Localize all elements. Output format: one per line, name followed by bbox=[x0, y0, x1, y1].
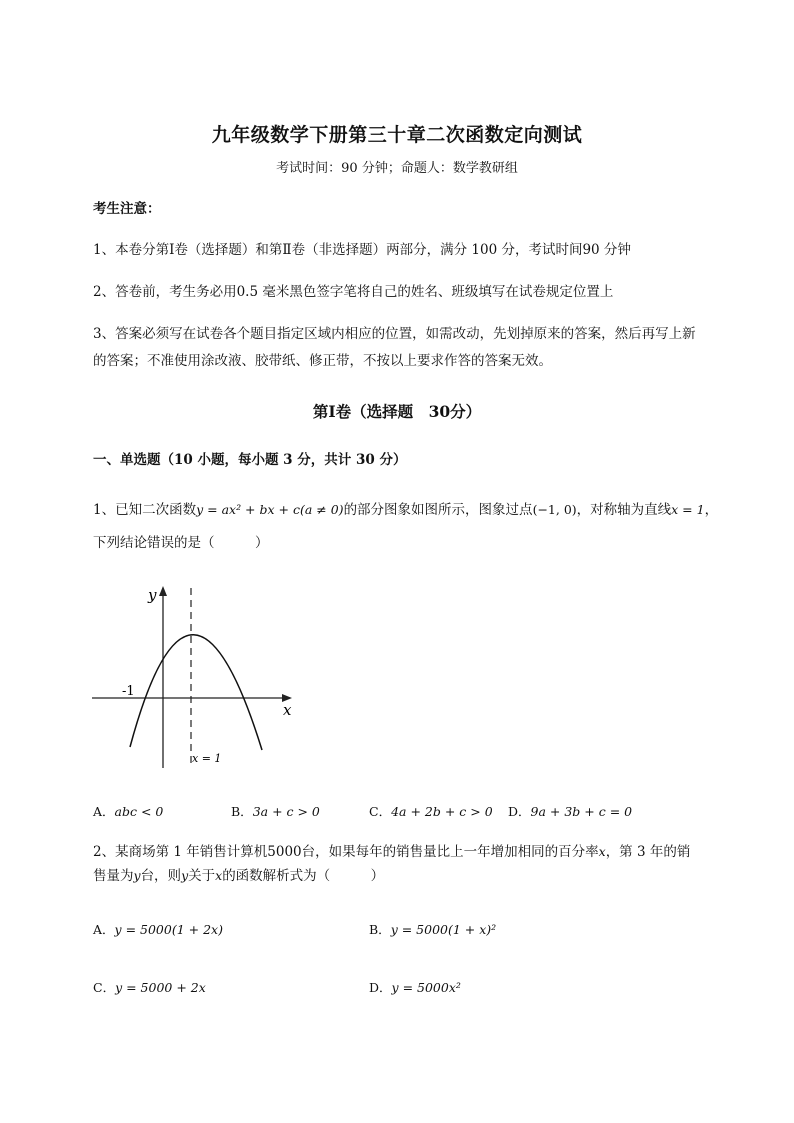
notice-heading: 考生注意： bbox=[93, 201, 161, 217]
question-2-line-2: 售量为y台，则y关于x的函数解析式为（ ） bbox=[93, 868, 385, 884]
notice-item-1: 1、本卷分第Ⅰ卷（选择题）和第Ⅱ卷（非选择题）两部分，满分 100 分，考试时间90 分钟 bbox=[93, 242, 631, 258]
page-title: 九年级数学下册第三十章二次函数定向测试 bbox=[211, 124, 583, 146]
q2-option-c[interactable]: C．y = 5000 + 2x bbox=[93, 980, 206, 995]
q1-option-a[interactable]: A．abc < 0 bbox=[93, 804, 164, 819]
q1-point: (−1, 0) bbox=[532, 502, 577, 517]
question-2-line-1: 2、某商场第 1 年销售计算机5000台，如果每年的销售量比上一年增加相同的百分率x，第 3 年的销 bbox=[93, 844, 691, 860]
notice-item-3-cont: 的答案；不准使用涂改液、胶带纸、修正带，不按以上要求作答的答案无效。 bbox=[93, 353, 552, 369]
q1-prefix: 1、已知二次函数 bbox=[93, 502, 197, 518]
q1-option-d[interactable]: D．9a + 3b + c = 0 bbox=[508, 804, 633, 819]
q2-option-d[interactable]: D．y = 5000x² bbox=[369, 980, 461, 995]
section-title: 第Ⅰ卷（选择题 30分） bbox=[312, 402, 482, 421]
q1-mid: 的部分图象如图所示，图象过点 bbox=[343, 502, 533, 518]
minus-one-label: -1 bbox=[122, 684, 135, 699]
notice-item-3: 3、答案必须写在试卷各个题目指定区域内相应的位置，如需改动，先划掉原来的答案，然后再写上新 bbox=[93, 326, 696, 342]
q1-axis-eq: x = 1 bbox=[671, 502, 705, 517]
q1-mid2: ，对称轴为直线 bbox=[576, 502, 672, 518]
x-axis-label: x bbox=[283, 701, 292, 719]
page-subtitle: 考试时间：90 分钟；命题人：数学教研组 bbox=[276, 161, 518, 176]
part-heading: 一、单选题（10 小题，每小题 3 分，共计 30 分） bbox=[93, 452, 407, 468]
q2-option-a[interactable]: A．y = 5000(1 + 2x) bbox=[93, 922, 223, 937]
q1-option-c[interactable]: C．4a + 2b + c > 0 bbox=[369, 804, 493, 819]
question-1-line-1 bbox=[93, 496, 718, 524]
parabola-curve bbox=[130, 635, 262, 750]
question-1-line-2: 下列结论错误的是（ ） bbox=[93, 535, 269, 551]
q2-option-b[interactable]: B．y = 5000(1 + x)² bbox=[369, 922, 497, 937]
q1-option-b[interactable]: B．3a + c > 0 bbox=[231, 804, 320, 819]
axis-equation-label: x = 1 bbox=[192, 752, 222, 765]
parabola-graph bbox=[90, 580, 300, 775]
y-axis-label: y bbox=[148, 586, 157, 604]
notice-item-2: 2、答卷前，考生务必用0.5 毫米黑色签字笔将自己的姓名、班级填写在试卷规定位置上 bbox=[93, 284, 614, 300]
q1-function: y = ax² + bx + c(a ≠ 0) bbox=[196, 502, 344, 517]
q1-end: ， bbox=[704, 502, 719, 518]
y-axis-arrow bbox=[159, 586, 167, 596]
